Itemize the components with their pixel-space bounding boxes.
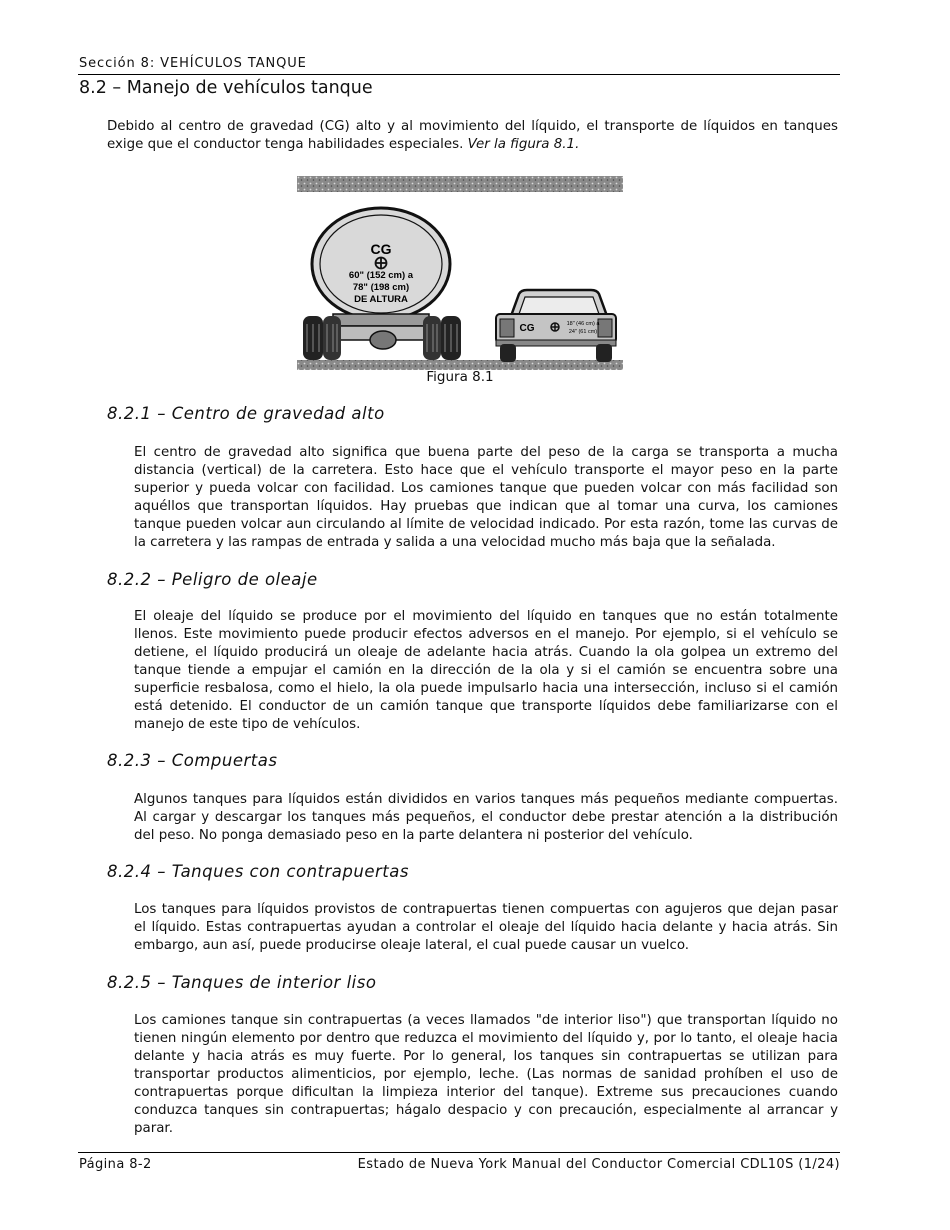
page-number: Página 8-2 <box>79 1157 152 1172</box>
paragraph-8-2-3: Algunos tanques para líquidos están divididos en varios tanques más pequeños mediante compuertas. Al cargar y descargar los tanques más pequeños, el conductor debe prestar atención a la distribución del peso. No ponga demasiado peso en la parte delantera ni posterior del vehículo. <box>134 792 838 843</box>
figure-tank-vs-car-illustration <box>297 176 623 370</box>
heading-8-2-1: 8.2.1 – Centro de gravedad alto <box>107 404 385 423</box>
heading-8-2-5: 8.2.5 – Tanques de interior liso <box>107 973 377 992</box>
paragraph-8-2-4: Los tanques para líquidos provistos de contrapuertas tienen compuertas con agujeros que dejan pasar el líquido. Estas contrapuertas ayudan a controlar el oleaje del líquido hacia delante y hacia atrás. Sin embargo, aun así, puede producirse oleaje lateral, el cual puede causar un vuelco. <box>134 902 838 953</box>
car-cg-label: CG <box>519 323 535 334</box>
figure-reference: Ver la figura 8.1. <box>467 137 580 152</box>
car-height-line-1: 18" (46 cm) a <box>566 321 600 327</box>
tanker-rear-view <box>303 208 461 360</box>
paragraph-8-2-1: El centro de gravedad alto significa que buena parte del peso de la carga se transporta a mucha distancia (vertical) de la carretera. Esto hace que el vehículo transporte el mayor peso en la parte superior y pueda volcar con facilidad. Los camiones tanque que pueden volcar con más facilidad son aquéllos que transportan líquidos. Hay pruebas que indican que al tomar una curva, los camiones tanque pueden volcar aun circulando al límite de velocidad indicado. Por esta razón, tome las curvas de la carretera y las rampas de entrada y salida a una velocidad mucho más baja que la señalada. <box>134 445 838 550</box>
manual-title: Estado de Nueva York Manual del Conductor Comercial CDL10S (1/24) <box>357 1157 840 1172</box>
paragraph-8-2-2: El oleaje del líquido se produce por el movimiento del líquido en tanques que no están totalmente llenos. Este movimiento puede producir efectos adversos en el manejo. Por ejemplo, si el vehículo se detiene, el líquido producirá un oleaje de adelante hacia atrás. Cuando la ola golpea un extremo del tanque tiende a empujar el camión en la dirección de la ola y si el camión se encuentra sobre una superficie resbalosa, como el hielo, la ola puede impulsarlo hacia una intersección, incluso si el camión está detenido. El conductor de un camión tanque que transporte líquidos debe familiarizarse con el manejo de este tipo de vehículos. <box>134 609 838 732</box>
heading-8-2-2: 8.2.2 – Peligro de oleaje <box>107 570 318 589</box>
page-title: 8.2 – Manejo de vehículos tanque <box>79 78 373 98</box>
tank-height-line-2: 78" (198 cm) <box>352 282 410 293</box>
figure-caption: Figura 8.1 <box>426 369 494 385</box>
car-cg-marker <box>551 323 559 331</box>
heading-8-2-4: 8.2.4 – Tanques con contrapuertas <box>107 862 409 881</box>
intro-paragraph <box>107 118 838 154</box>
section-header: Sección 8: VEHÍCULOS TANQUE <box>79 56 307 71</box>
paragraph-8-2-5: Los camiones tanque sin contrapuertas (a veces llamados "de interior liso") que transportan líquido no tienen ningún elemento por dentro que reduzca el movimiento del líquido y, por lo tanto, el oleaje hacia delante y hacia atrás es muy fuerte. Por lo general, los tanques sin contrapuertas se utilizan para transportar productos alimenticios, por ejemplo, leche. (Las normas de sanidad prohíben el uso de contrapuertas porque dificultan la limpieza interior del tanque). Extreme sus precauciones cuando conduzca tanques sin contrapuertas; hágalo despacio y con precaución, especialmente al arrancar y parar. <box>134 1013 838 1136</box>
tank-height-line-1: 60" (152 cm) a <box>348 270 414 281</box>
top-road-strip <box>297 176 623 192</box>
heading-8-2-3: 8.2.3 – Compuertas <box>107 751 278 770</box>
header-rule <box>78 74 840 75</box>
car-rear-view <box>496 290 616 362</box>
intro-text: Debido al centro de gravedad (CG) alto y al movimiento del líquido, el transporte de líquidos en tanques exige que el conductor tenga habilidades especiales. <box>107 119 838 152</box>
tank-cg-label: CG <box>370 241 392 257</box>
tank-cg-marker <box>376 258 387 269</box>
car-height-line-2: 24" (61 cm) <box>568 329 598 335</box>
footer-rule <box>78 1152 840 1153</box>
tank-height-line-3: DE ALTURA <box>354 294 408 305</box>
